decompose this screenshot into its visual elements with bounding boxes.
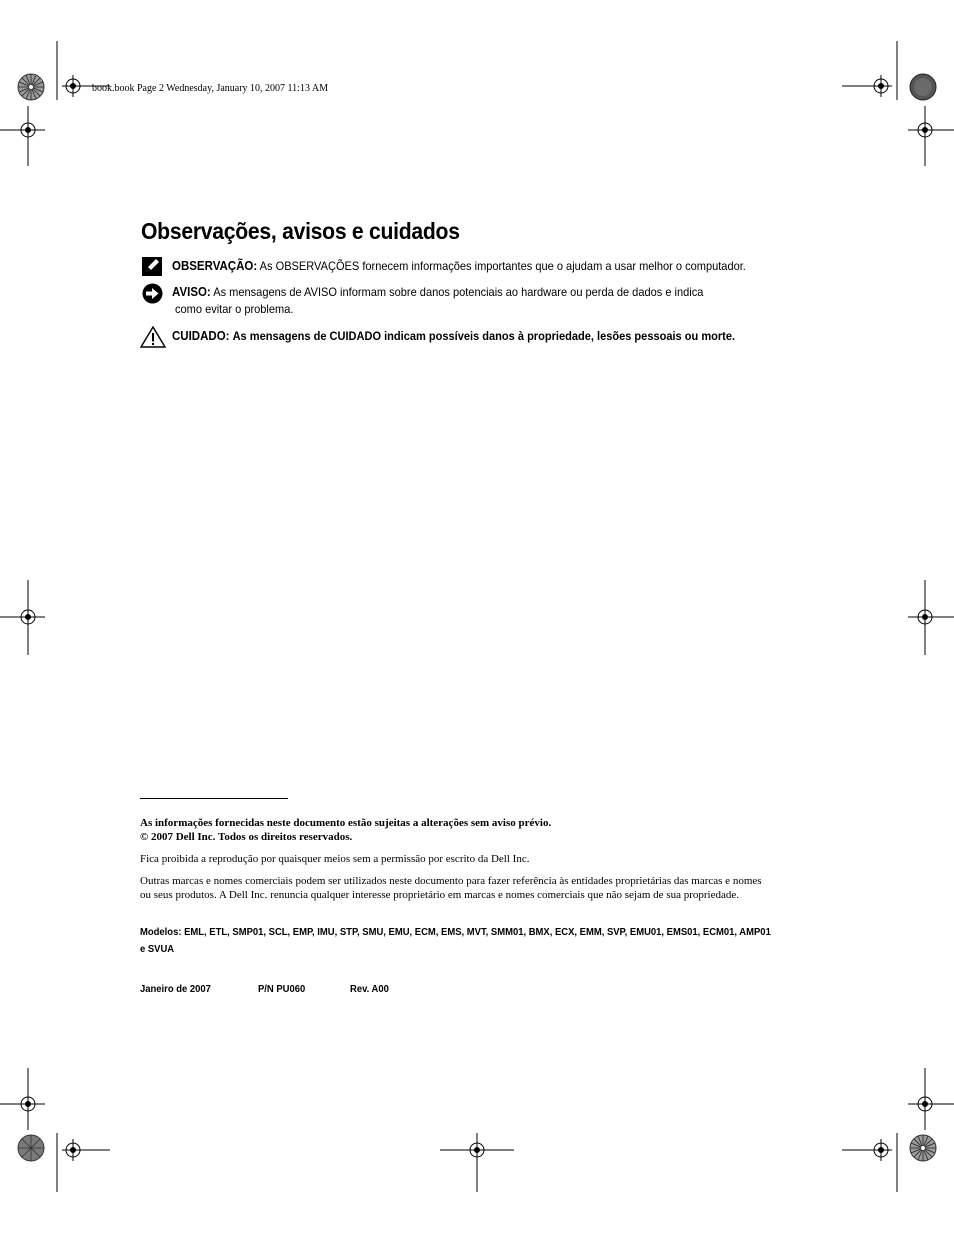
trademark-notice-line2: ou seus produtos. A Dell Inc. renuncia qualquer interesse proprietário em marcas e nomes comerciais que não sejam de sua propriedade. — [140, 889, 739, 901]
note-body: As mensagens de CUIDADO indicam possíveis danos à propriedade, lesões pessoais ou morte. — [232, 329, 736, 343]
pencil-note-icon — [142, 257, 162, 276]
warning-triangle-icon — [140, 326, 166, 348]
note-aviso-continued: como evitar o problema. — [175, 302, 294, 316]
note-body: As OBSERVAÇÕES fornecem informações importantes que o ajudam a usar melhor o computador. — [259, 259, 746, 273]
copyright: © 2007 Dell Inc. Todos os direitos reservados. — [140, 831, 353, 843]
note-label: AVISO: — [172, 285, 211, 299]
note-label: OBSERVAÇÃO: — [172, 259, 258, 273]
footer-part-number: P/N PU060 — [258, 983, 306, 995]
note-body: As mensagens de AVISO informam sobre danos potenciais ao hardware ou perda de dados e indica — [213, 285, 704, 299]
trademark-notice-line1: Outras marcas e nomes comerciais podem ser utilizados neste documento para fazer referência às entidades proprietárias das marcas e nomes — [140, 875, 762, 887]
models-line1: Modelos: EML, ETL, SMP01, SCL, EMP, IMU, STP, SMU, EMU, ECM, EMS, MVT, SMM01, BMX, ECX, EMM, SVP, EMU01, EMS01, ECM01, AMP01 — [140, 926, 771, 938]
note-observacao — [172, 258, 746, 275]
note-label: CUIDADO: — [172, 329, 230, 343]
note-cuidado — [172, 328, 735, 345]
footer-date: Janeiro de 2007 — [140, 983, 211, 995]
legal-notice: As informações fornecidas neste documento estão sujeitas a alterações sem aviso prévio. — [140, 817, 552, 829]
footnote-divider — [140, 798, 288, 799]
reproduction-notice: Fica proibida a reprodução por quaisquer meios sem a permissão por escrito da Dell Inc. — [140, 853, 530, 865]
note-aviso — [172, 284, 703, 301]
arrow-circle-icon — [142, 283, 163, 304]
footer-revision: Rev. A00 — [350, 983, 389, 995]
print-header: book.book Page 2 Wednesday, January 10, 2007 11:13 AM — [92, 83, 329, 94]
page-title: Observações, avisos e cuidados — [141, 218, 460, 244]
models-line2: e SVUA — [140, 943, 175, 955]
